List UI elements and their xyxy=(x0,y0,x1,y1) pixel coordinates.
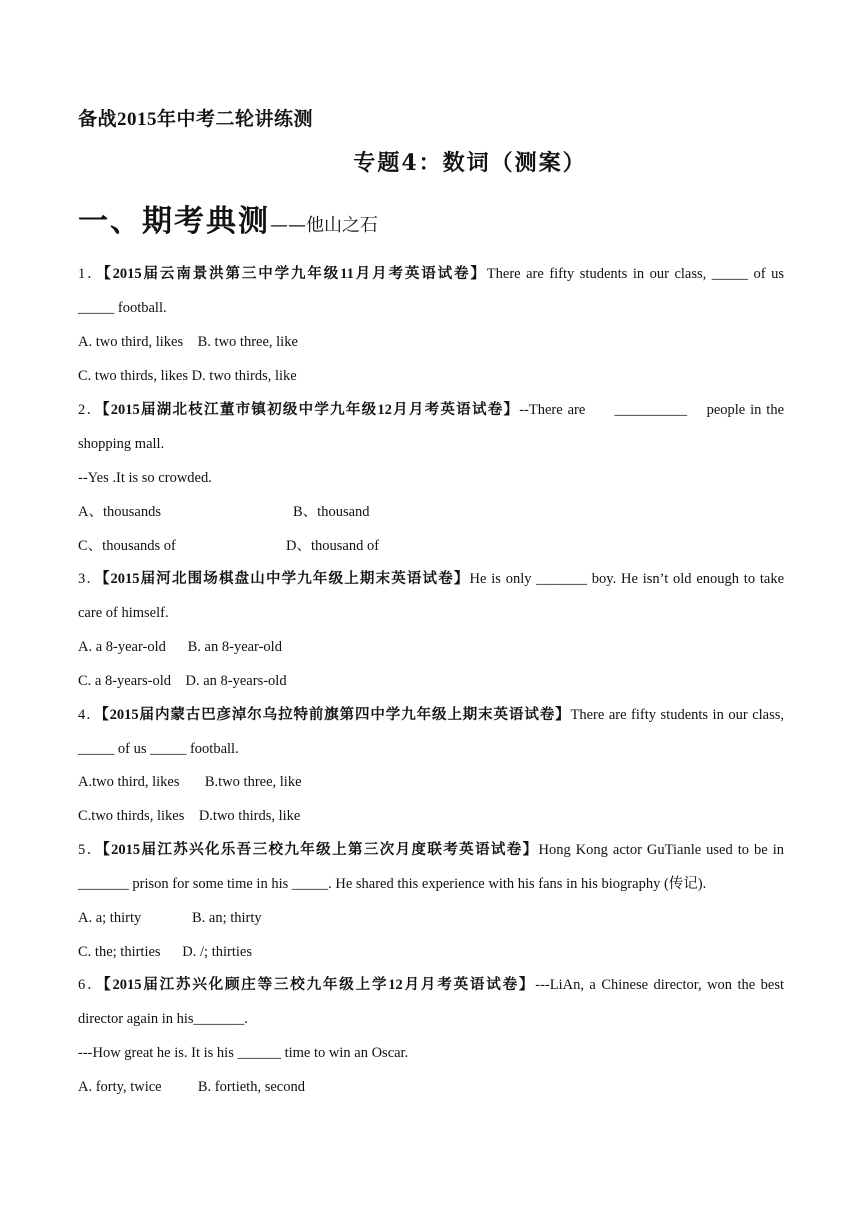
question-1-stem-line-2: _____ football. xyxy=(78,300,167,316)
question-4-stem-line-2: _____ of us _____ football. xyxy=(78,741,239,757)
question-6-stem-line-2: director again in his_______. xyxy=(78,1011,248,1027)
question-2-stem-line-3: --Yes .It is so crowded. xyxy=(78,470,212,486)
question-3-stem-line-1: 3．【2015届河北围场棋盘山中学九年级上期末英语试卷】He is only _______ boy. He isn’t old enough to take xyxy=(78,571,784,587)
question-3-source: 【2015届河北围场棋盘山中学九年级上期末英语试卷】 xyxy=(102,571,470,587)
question-3-stem-line-2: care of himself. xyxy=(78,605,169,621)
question-6-stem-line-1: 6．【2015届江苏兴化顾庄等三校九年级上学12月月考英语试卷】---LiAn, a Chinese director, won the best xyxy=(78,977,784,993)
question-5-options-ab: A. a; thirty B. an; thirty xyxy=(78,910,262,926)
question-2-source: 【2015届湖北枝江董市镇初级中学九年级12月月考英语试卷】 xyxy=(102,402,520,418)
topic-title-text: 专题4：数词（测案） xyxy=(353,150,587,176)
question-6-source: 【2015届江苏兴化顾庄等三校九年级上学12月月考英语试卷】 xyxy=(103,977,536,993)
question-2-stem-line-1: 2．【2015届湖北枝江董市镇初级中学九年级12月月考英语试卷】--There are __________ people in the xyxy=(78,402,784,418)
question-2-stem-line-2: shopping mall. xyxy=(78,436,165,452)
question-2-option-c: C、thousands of xyxy=(78,538,176,554)
question-1-options-ab: A. two third, likes B. two three, like xyxy=(78,334,298,350)
question-3-options-ab: A. a 8-year-old B. an 8-year-old xyxy=(78,639,282,655)
document-header: 备战2015年中考二轮讲练测 xyxy=(78,109,314,130)
section-heading xyxy=(78,196,378,240)
question-4-stem-line-1: 4．【2015届内蒙古巴彦淖尔乌拉特前旗第四中学九年级上期末英语试卷】There are fifty students in our class, xyxy=(78,707,784,723)
question-5-stem-line-1: 5．【2015届江苏兴化乐吾三校九年级上第三次月度联考英语试卷】Hong Kong actor GuTianle used to be in xyxy=(78,842,784,858)
question-6-options-ab: A. forty, twice B. fortieth, second xyxy=(78,1079,305,1095)
section-heading-main: 一、期考典测 xyxy=(78,204,270,239)
question-6-stem-line-3: ---How great he is. It is his ______ time to win an Oscar. xyxy=(78,1045,409,1061)
question-3-options-cd: C. a 8-years-old D. an 8-years-old xyxy=(78,673,287,689)
question-2-options-cd xyxy=(78,537,784,555)
question-1-options-cd: C. two thirds, likes D. two thirds, like xyxy=(78,368,297,384)
question-5-stem-line-2: _______ prison for some time in his _____. He shared this experience with his fans in his biography (传记). xyxy=(78,876,707,892)
question-2-options-ab xyxy=(78,503,784,521)
topic-title xyxy=(0,146,860,177)
question-2-option-b: B、thousand xyxy=(293,504,370,520)
question-4-source: 【2015届内蒙古巴彦淖尔乌拉特前旗第四中学九年级上期末英语试卷】 xyxy=(101,707,571,723)
question-5-source: 【2015届江苏兴化乐吾三校九年级上第三次月度联考英语试卷】 xyxy=(102,842,539,858)
question-4-options-cd: C.two thirds, likes D.two thirds, like xyxy=(78,808,301,824)
question-5-options-cd: C. the; thirties D. /; thirties xyxy=(78,944,252,960)
question-1-source: 【2015届云南景洪第三中学九年级11月月考英语试卷】 xyxy=(103,266,487,282)
question-4-options-ab: A.two third, likes B.two three, like xyxy=(78,774,302,790)
section-heading-sub: ——他山之石 xyxy=(270,215,378,236)
question-1-stem-line-1: 1．【2015届云南景洪第三中学九年级11月月考英语试卷】There are fifty students in our class, _____ of us xyxy=(78,266,784,282)
question-2-option-d: D、thousand of xyxy=(286,538,380,554)
question-2-option-a: A、thousands xyxy=(78,504,161,520)
